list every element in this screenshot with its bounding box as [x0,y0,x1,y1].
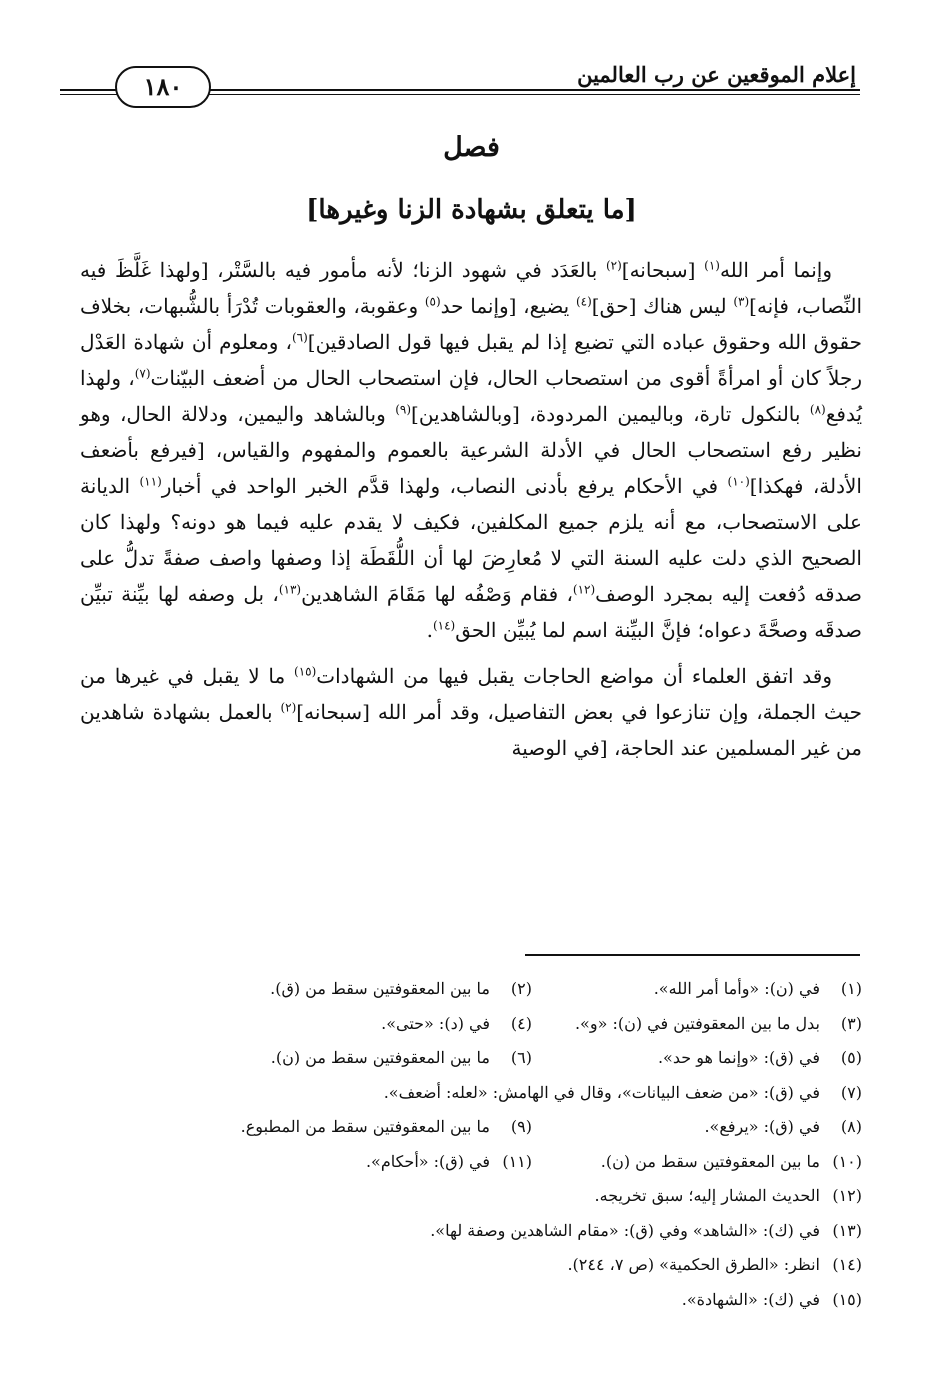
footnote-row [100,972,862,1007]
footnote-number: (١٣) [832,1220,862,1240]
text-run: بالعَدَد في شهود الزنا؛ لأنه مأمور فيه بالسَّتْر، [ولهذا غَلَّظَ فيه النِّصاب، فإنه] [80,258,862,318]
footnote-marker: (١١) [139,474,162,489]
footnote [532,1041,862,1076]
footnote-text: في (ن): «وأما أمر الله». [653,979,820,998]
footnote-number: (١٢) [832,1186,862,1205]
footnote-row [100,1179,862,1214]
footnote-text: ما بين المعقوفتين سقط من (ق). [270,979,490,998]
footnote [567,1248,862,1283]
footnote [532,1007,862,1042]
text-run: . [426,618,433,642]
footnote-number: (١٥) [832,1289,862,1309]
text-run: ، بل وصفه لها بيِّنة تبيِّن صدقَه وصحَّةَ دعواه؛ فإنَّ البيِّنة اسم لما يُبيِّن الحق [80,582,862,642]
footnote-number: (١١) [502,1151,532,1171]
footnote-marker: (٢) [605,258,622,273]
footnote [532,1145,862,1180]
text-run: ليس هناك [حق] [591,294,734,318]
main-text [80,252,862,766]
text-run: في الأحكام يرفع بأدنى النصاب، ولهذا قدَّم الخبر الواحد في أخبار [161,474,728,498]
footnote-marker: (٥) [424,294,441,309]
text-run: يضيع، [وإنما حد [440,294,576,318]
footnote [532,972,862,1007]
footnote [202,972,532,1007]
footnote-number: (٦) [510,1048,532,1067]
footnote-row [100,1007,862,1042]
footnote-number: (١٤) [832,1255,862,1274]
footnote-number: (٢) [510,979,532,998]
footnote-marker: (١٤) [432,618,456,633]
section-title: فصل [443,132,500,163]
text-run: وإنما أمر الله [719,258,832,282]
running-header [60,56,860,106]
footnote-text: في (د): «حتى». [381,1013,490,1033]
footnote-text: في (ق): «من ضعف البيانات»، وقال في الهامش: «لعله: أضعف». [383,1082,820,1102]
footnotes [100,972,862,1317]
footnote-separator [525,954,860,956]
footnote [430,1214,862,1249]
footnote-number: (٩) [510,1117,532,1136]
footnote-row [100,1076,862,1111]
footnote-marker: (١٥) [294,664,317,679]
text-run: وقد اتفق العلماء أن مواضع الحاجات يقبل فيها من الشهادات [316,664,832,688]
footnote-marker: (١٢) [572,582,596,597]
footnote-marker: (٢) [280,700,297,715]
footnote [595,1179,862,1214]
text-run: ، فقام وَصْفُه لها مَقَامَ الشاهدين [301,582,573,606]
text-run: بالعمل بشهادة شاهدين من غير المسلمين عند الحاجة، [في الوصية [80,700,862,760]
footnote-number: (٣) [840,1013,862,1033]
footnote-number: (٤) [510,1013,532,1033]
text-run: بالنكول تارة، وباليمين المردودة، [وبالشاهدين] [411,402,810,426]
footnote-row [100,1041,862,1076]
footnote [202,1007,532,1042]
footnote-row [100,1214,862,1249]
footnote [682,1283,862,1318]
footnote [202,1145,532,1180]
footnote-marker: (٩) [395,402,412,417]
footnote-text: في (ك): «الشهادة». [681,1289,820,1309]
text-run: [سبحانه] [621,258,705,282]
footnote [384,1076,862,1111]
section-subtitle: [ما يتعلق بشهادة الزنا وغيرها] [306,195,637,225]
page-number: ١٨٠ [115,66,211,108]
footnote-marker: (١٣) [278,582,302,597]
footnote-row [100,1145,862,1180]
footnote-text: في (ق): «أحكام». [365,1151,490,1171]
footnote-number: (٧) [840,1082,862,1102]
footnote-marker: (٧) [134,366,151,381]
footnote [202,1041,532,1076]
text-run: ما لا يقبل في غيرها من حيث الجملة، وإن تنازعوا في بعض التفاصيل، وقد أمر الله [سبحانه] [80,664,863,724]
footnote-marker: (٨) [809,402,826,417]
book-title: إعلام الموقعين عن رب العالمين [577,62,856,87]
footnote-text: في (ق): «وإنما هو حد». [657,1048,820,1067]
footnote-number: (١) [840,979,862,998]
footnote [202,1110,532,1145]
footnote-text: انظر: «الطرق الحكمية» (ص ٧، ٢٤٤). [567,1255,820,1274]
footnote [532,1110,862,1145]
footnote-text: الحديث المشار إليه؛ سبق تخريجه. [594,1186,820,1205]
footnote-text: ما بين المعقوفتين سقط من المطبوع. [240,1117,490,1136]
footnote-text: في (ق): «يرفع». [704,1117,820,1136]
footnote-marker: (٤) [575,294,592,309]
paragraph [80,658,862,766]
footnote-text: بدل ما بين المعقوفتين في (ن): «و». [574,1013,820,1033]
footnote-row [100,1248,862,1283]
footnote-marker: (١٠) [727,474,750,489]
footnote-marker: (١) [704,258,720,273]
footnote-text: في (ك): «الشاهد» وفي (ق): «مقام الشاهدين وصفة لها». [430,1220,820,1240]
footnote-text: ما بين المعقوفتين سقط من (ن). [600,1151,820,1171]
footnote-number: (٨) [840,1117,862,1136]
footnote-text: ما بين المعقوفتين سقط من (ن). [270,1048,490,1067]
text-run: ، ومعلوم أن شهادة العَدْل رجلاً كان أو امرأةً أقوى من استصحاب الحال، فإن استصحاب الحال من أضعف البيّنات [80,330,862,390]
paragraph [80,252,862,648]
footnote-row [100,1283,862,1318]
text-run: الديانة على الاستصحاب، مع أنه يلزم جميع المكلفين، فكيف لا يقدم عليه فيما هو دونه؟ ولهذا كان الصحيح الذي دلت عليه السنة التي لا مُعارِضَ لها أن اللُّقَطَة إذا وصفها واصف صفةً تدلُّ على صدقه دُفعت إليه بمجرد الوصف [80,474,862,606]
footnote-row [100,1110,862,1145]
footnote-marker: (٦) [291,330,308,345]
footnote-number: (١٠) [832,1151,862,1171]
footnote-number: (٥) [840,1048,862,1067]
text-run: وبالشاهد واليمين، ودلالة الحال، وهو نظير رفع استصحاب الحال في الأدلة الشرعية بالعموم والمفهوم والقياس، [فيرفع بأضعف الأدلة، فهكذا] [80,402,862,498]
text-run: وعقوبة، والعقوبات تُدْرَأ بالشُّبهات، بخلاف حقوق الله وحقوق عباده التي تضيع إذا لم يقبل فيها قول الصادقين] [80,294,863,354]
footnote-marker: (٣) [733,294,750,309]
text-run: ، ولهذا يُدفع [80,366,863,426]
